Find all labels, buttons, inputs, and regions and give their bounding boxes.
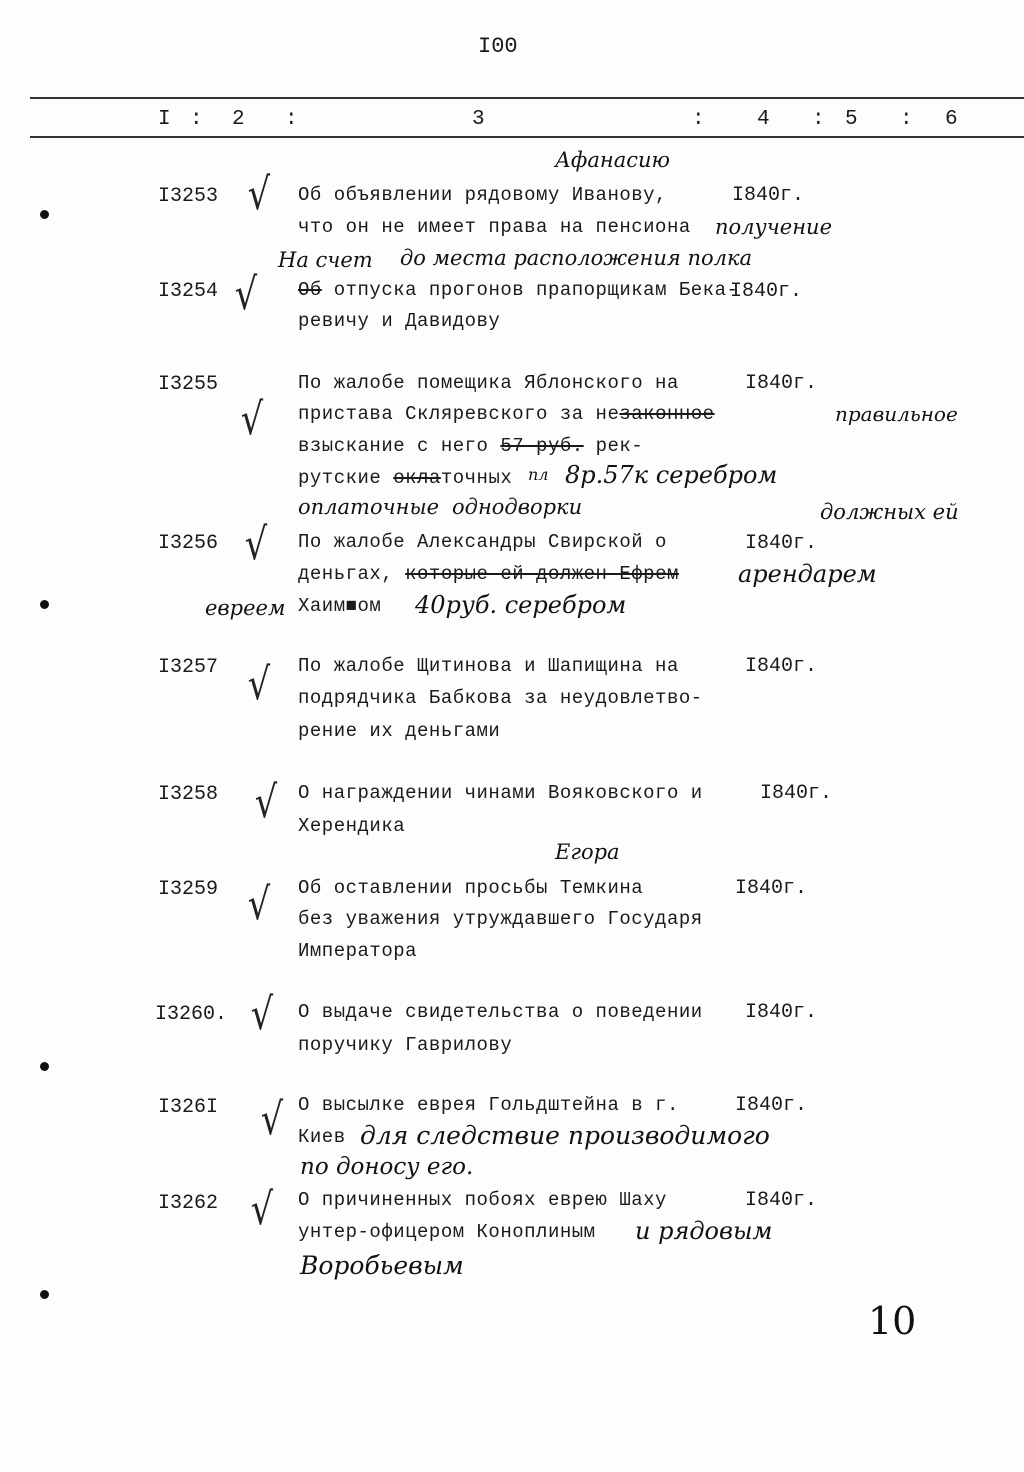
col-header-4: 4	[757, 108, 770, 131]
handwritten-note: получение	[715, 215, 832, 239]
checkmark-icon: √	[240, 394, 264, 445]
entry-year: I840г.	[745, 655, 818, 678]
struck-text: 57 руб.	[500, 435, 584, 457]
entry-year: I840г.	[732, 184, 805, 207]
entry-text-part: точных	[440, 467, 513, 489]
entry-text: О причиненных побоях еврею Шаху	[298, 1189, 667, 1211]
col-header-2: 2	[232, 108, 245, 131]
entry-text: Об оставлении просьбы Темкина	[298, 877, 644, 899]
handwritten-note: по доносу его.	[300, 1154, 474, 1180]
entry-text	[298, 404, 715, 426]
struck-text: которые ей должен Ефрем	[405, 563, 679, 585]
checkmark-icon: √	[244, 519, 268, 570]
col-header-3: 3	[472, 108, 485, 131]
entry-text: что он не имеет права на пенсиона	[298, 216, 691, 238]
handwritten-note: На счет	[278, 248, 373, 272]
entry-text-part: ом	[357, 595, 382, 617]
entry-text	[298, 564, 679, 586]
entry-text	[298, 280, 738, 302]
entry-number: I3253	[158, 185, 219, 208]
page-number: I00	[478, 34, 518, 59]
entry-year: I840г.	[760, 782, 833, 805]
handwritten-note: Воробьевым	[300, 1251, 464, 1280]
col-sep: :	[812, 108, 825, 131]
entry-number: I3259	[158, 878, 219, 901]
entry-text: подрядчика Бабкова за неудовлетво-	[298, 687, 703, 709]
entry-year: I840г.	[745, 1189, 818, 1212]
punch-hole	[40, 210, 49, 219]
entry-text: Хаим■ом	[298, 595, 382, 617]
entry-text-part: отпуска прогонов прапорщикам Бека-	[333, 279, 739, 301]
entry-text: рение их деньгами	[298, 720, 501, 742]
handwritten-note: пл	[528, 465, 549, 484]
entry-number: I3256	[158, 532, 219, 555]
handwritten-note: арендарем	[738, 560, 877, 588]
sheet-number: 10	[868, 1299, 917, 1343]
struck-text: окла	[393, 467, 441, 489]
handwritten-note: должных ей	[820, 500, 959, 524]
entry-text: поручику Гаврилову	[298, 1034, 513, 1056]
entry-number: I3258	[158, 783, 219, 806]
entry-text-part: деньгах,	[298, 563, 394, 585]
entry-text	[298, 436, 643, 458]
entry-number: I3257	[158, 656, 219, 679]
checkmark-icon: √	[247, 879, 271, 930]
entry-number: I326I	[158, 1096, 219, 1119]
checkmark-icon: √	[247, 169, 271, 220]
entry-text: унтер-офицером Коноплиным	[298, 1221, 596, 1243]
entry-number: I3254	[158, 280, 219, 303]
entry-year: I840г.	[735, 877, 808, 900]
entry-text: Об объявлении рядовому Иванову,	[298, 184, 667, 206]
entry-number: I3262	[158, 1192, 219, 1215]
handwritten-note: оплаточные	[298, 495, 440, 519]
entry-text-part: рутские	[298, 467, 382, 489]
struck-text: законное	[619, 403, 715, 425]
entry-text	[298, 468, 512, 490]
entry-text: Киев	[298, 1126, 346, 1148]
entry-text: По жалобе Щитинова и Шапищина на	[298, 655, 679, 677]
checkmark-icon: √	[260, 1094, 284, 1145]
entry-text: По жалобе помещика Яблонского на	[298, 372, 679, 394]
entry-year: I840г.	[745, 532, 818, 555]
punch-hole	[40, 1290, 49, 1299]
header-rule-bottom	[30, 136, 1024, 138]
col-header-5: 5	[845, 108, 858, 131]
handwritten-note: правильное	[835, 402, 958, 426]
entry-text-part: пристава Скляревского за не	[298, 403, 620, 425]
punch-hole	[40, 600, 49, 609]
entry-text: без уважения утруждавшего Государя	[298, 908, 703, 930]
handwritten-note: для следствие производимого	[360, 1121, 770, 1150]
col-sep: :	[285, 108, 298, 131]
checkmark-icon: √	[250, 1184, 274, 1235]
checkmark-icon: √	[234, 269, 258, 320]
entry-text: Херендика	[298, 815, 406, 837]
checkmark-icon: √	[254, 777, 278, 828]
entry-year: I840г.	[745, 1001, 818, 1024]
entry-number: I3255	[158, 373, 219, 396]
col-header-1: I	[158, 108, 171, 131]
col-header-6: 6	[945, 108, 958, 131]
handwritten-note: однодворки	[452, 495, 583, 519]
col-sep: :	[190, 108, 203, 131]
struck-text: Об	[298, 279, 322, 301]
entry-text: ревичу и Давидову	[298, 310, 501, 332]
handwritten-note: до места расположения полка	[400, 246, 753, 270]
entry-year: I840г.	[735, 1094, 808, 1117]
col-sep: :	[900, 108, 913, 131]
handwritten-note: Егора	[555, 840, 620, 864]
entry-text: О награждении чинами Вояковского и	[298, 782, 703, 804]
handwritten-note: 8р.57к серебром	[565, 461, 778, 489]
entry-year: I840г.	[745, 372, 818, 395]
entry-text: О выдаче свидетельства о поведении	[298, 1001, 703, 1023]
header-rule-top	[30, 97, 1024, 99]
handwritten-note: 40руб. серебром	[415, 591, 627, 619]
checkmark-icon: √	[247, 659, 271, 710]
entry-text-part: рек-	[595, 435, 644, 457]
entry-text-part: взыскание с него	[298, 435, 489, 457]
handwritten-note: Афанасию	[555, 148, 670, 172]
col-sep: :	[692, 108, 705, 131]
entry-year: I840г.	[730, 280, 803, 303]
entry-text: По жалобе Александры Свирской о	[298, 531, 667, 553]
entry-number: I3260.	[155, 1003, 228, 1026]
entry-text: О высылке еврея Гольдштейна в г.	[298, 1094, 679, 1116]
checkmark-icon: √	[250, 989, 274, 1040]
punch-hole	[40, 1062, 49, 1071]
entry-text-part: Хаим	[298, 595, 346, 617]
entry-text: Императора	[298, 940, 418, 962]
handwritten-note: и рядовым	[635, 1217, 773, 1245]
handwritten-note: евреем	[205, 596, 286, 620]
